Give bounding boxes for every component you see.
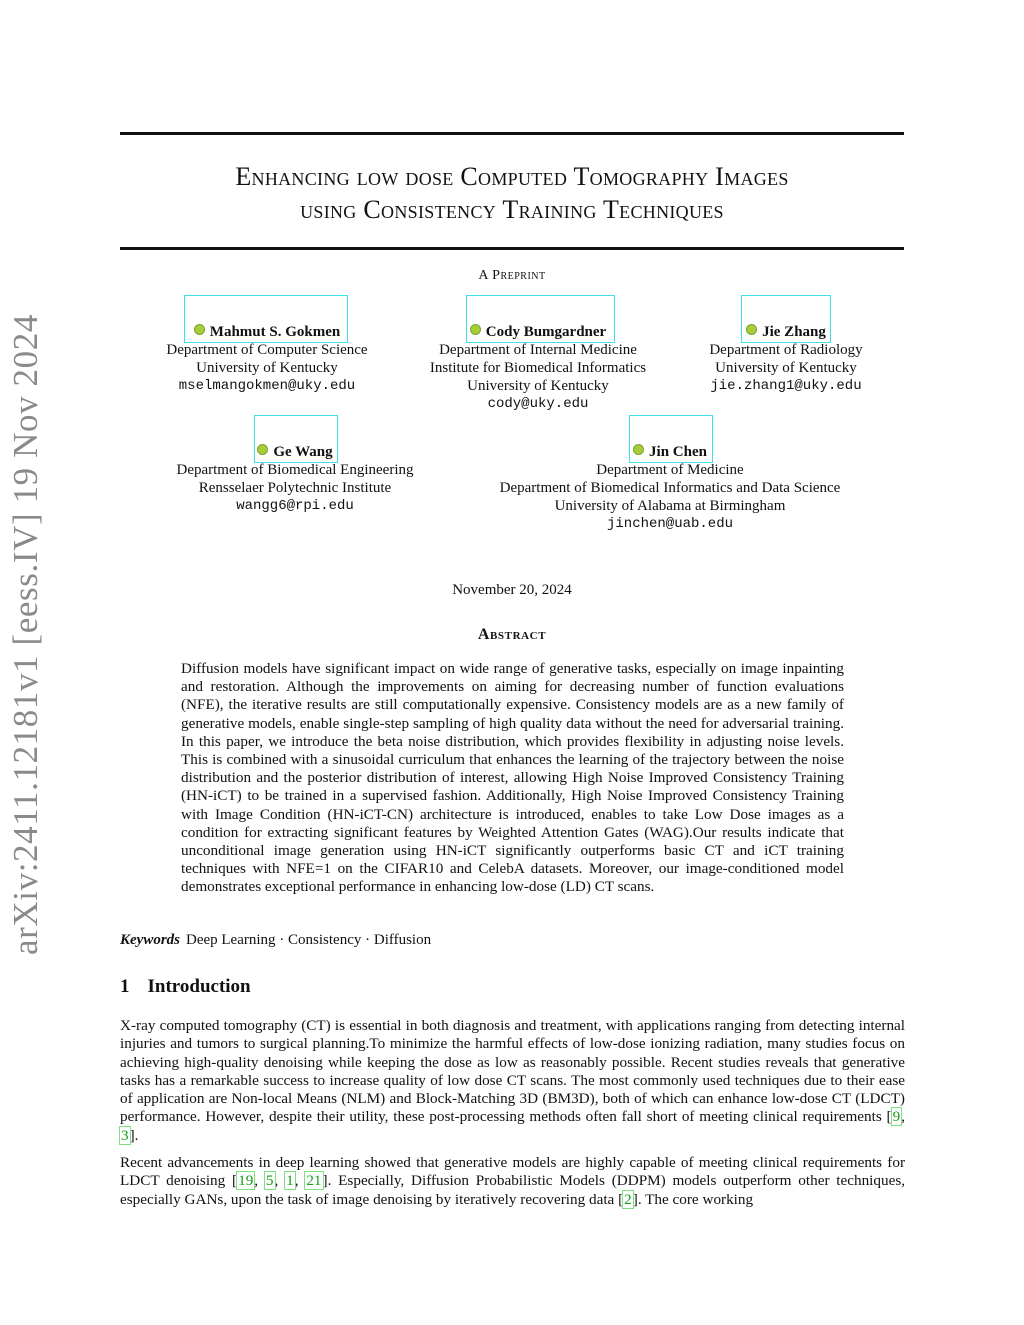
author-email[interactable]: wangg6@rpi.edu xyxy=(236,498,354,514)
intro-paragraph-1: X-ray computed tomography (CT) is essential in both diagnosis and treatment, with applications ranging from detecting internal injuries and tumors to surgical planning.To minimize the harmful effects of low-dose ionizing radiation, many studies focus on achieving high-quality denoising while keeping the dose as low as reasonably possible. Recent studies reveals that generative tasks has a remarkable success to increase quality of low dose CT scans. The most commonly used techniques due to their ease of application are Non-local Means (NLM) and Block-Matching 3D (BM3D), both of which can enhance low-dose CT (LDCT) performance. However, despite their utility, these post-processing methods often fall short of meeting clinical requirements [9, 3]. xyxy=(120,1017,905,1144)
orcid-icon[interactable] xyxy=(633,444,644,455)
orcid-icon[interactable] xyxy=(470,324,481,335)
author-name: Mahmut S. Gokmen xyxy=(209,324,341,340)
section-title: Introduction xyxy=(147,976,251,997)
author-affiliation: University of Kentucky xyxy=(196,360,338,376)
paragraph-text: Recent advancements in deep learning showed that generative models are highly capable of meeting clinical requirements for LDCT denoising xyxy=(120,1154,905,1190)
title-bottom-rule xyxy=(120,247,904,250)
citation-link[interactable]: 5 xyxy=(265,1172,274,1190)
author-affiliation: Department of Radiology xyxy=(709,342,863,358)
author-affiliation: Institute for Biomedical Informatics xyxy=(429,360,647,376)
author-email[interactable]: jinchen@uab.edu xyxy=(606,516,734,532)
author-block-gokmen xyxy=(122,323,412,395)
author-affiliation: Department of Computer Science xyxy=(166,342,368,358)
author-email[interactable]: mselmangokmen@uky.edu xyxy=(178,378,356,394)
author-affiliation: Department of Biomedical Informatics and Data Science xyxy=(499,480,841,496)
author-affiliation: Department of Biomedical Engineering xyxy=(176,462,414,478)
author-affiliation: Department of Internal Medicine xyxy=(439,342,637,358)
orcid-icon[interactable] xyxy=(746,324,757,335)
arxiv-sidebar-id[interactable]: arXiv:2411.12181v1 [eess.IV] 19 Nov 2024 xyxy=(6,314,45,955)
abstract-text: Diffusion models have significant impact on wide range of generative tasks, especially on image inpainting and restoration. Although the improvements on aiming for decreasing number of function evaluations (NFE), the iterative results are still computationally expensive. Consistency models are as a new family of generative models, enable single-step sampling of high quality data without the need for adversarial training. In this paper, we introduce the beta noise distribution, which provides flexibility in adjusting noise levels. This is combined with a sinusoidal curriculum that enhances the learning of the trajectory between the noise distribution and the posterior distribution of interest, allowing High Noise Improved Consistency Training (HN-iCT) to be trained in a supervised fashion. Additionally, High Noise Improved Consistency Training with Image Condition (HN-iCT-CN) architecture is introduced, enables to take Low Dose images as a condition for extracting significant features by Weighted Attention Gates (WAG).Our results indicate that unconditional image generation using HN-iCT significantly outperforms basic CT and iCT training techniques with NFE=1 on the CIFAR10 and CelebA datasets. Moreover, our image-conditioned model demonstrates exceptional performance in enhancing low-dose (LD) CT scans. xyxy=(181,660,844,896)
abstract-heading: Abstract xyxy=(477,626,547,643)
author-email[interactable]: cody@uky.edu xyxy=(487,396,589,412)
author-affiliation: University of Kentucky xyxy=(715,360,857,376)
author-name: Jin Chen xyxy=(649,444,707,460)
author-affiliation: Department of Medicine xyxy=(596,462,744,478)
author-affiliation: University of Kentucky xyxy=(467,378,609,394)
keywords-label: Keywords xyxy=(120,932,180,948)
paragraph-text: . The core working xyxy=(637,1190,754,1208)
title-top-rule xyxy=(120,132,904,135)
citation-link[interactable]: 9 xyxy=(892,1108,901,1126)
publication-date: November 20, 2024 xyxy=(452,582,572,598)
keywords-list: Deep Learning · Consistency · Diffusion xyxy=(186,932,432,948)
author-email[interactable]: jie.zhang1@uky.edu xyxy=(710,378,862,394)
title-line-1: Enhancing low dose Computed Tomography Images xyxy=(235,162,789,191)
author-name: Cody Bumgardner xyxy=(485,324,607,340)
title-line-2: using Consistency Training Techniques xyxy=(300,195,724,224)
citation-link[interactable]: 1 xyxy=(286,1172,294,1190)
paper-title xyxy=(120,160,904,226)
orcid-icon[interactable] xyxy=(257,444,268,455)
section-heading-introduction xyxy=(120,976,251,998)
author-block-bumgardner xyxy=(398,323,678,413)
author-name: Ge Wang xyxy=(273,444,333,460)
preprint-label: A Preprint xyxy=(478,268,546,283)
author-block-zhang xyxy=(686,323,886,395)
orcid-icon[interactable] xyxy=(194,324,205,335)
intro-paragraph-2: Recent advancements in deep learning showed that generative models are highly capable of meeting clinical requirements for LDCT denoising [19, 5, 1, 21]. Especially, Diffusion Probabilistic Models (DDPM) models outperform other techniques, especially GANs, upon the task of image denoising by iteratively recovering data [2]. The core working xyxy=(120,1154,906,1208)
keywords-line xyxy=(120,932,431,949)
paragraph-text: . Especially, Diffusion Probabilistic Models (DDPM) models outperform other techniques, especially GANs, upon the task of image denoising by iteratively recovering data xyxy=(120,1172,906,1208)
paragraph-text: X-ray computed tomography (CT) is essential in both diagnosis and treatment, with applications ranging from detecting internal injuries and tumors to surgical planning.To minimize the harmful effects of low-dose ionizing radiation, many studies focus on achieving high-quality denoising while keeping the dose as low as reasonably possible. Recent studies reveals that generative tasks has a remarkable success to increase quality of low dose CT scans. The most commonly used techniques due to their ease of application are Non-local Means (NLM) and Block-Matching 3D (BM3D), both of which can enhance low-dose CT (LDCT) performance. However, despite their utility, these post-processing methods often fall short of meeting clinical requirements xyxy=(120,1017,905,1126)
citation-link[interactable]: 21 xyxy=(306,1172,322,1190)
citation-link[interactable]: 19 xyxy=(238,1172,254,1190)
author-name: Jie Zhang xyxy=(762,324,826,340)
citation-link[interactable]: 2 xyxy=(624,1190,632,1208)
author-block-chen xyxy=(470,443,870,533)
author-affiliation: University of Alabama at Birmingham xyxy=(554,498,786,514)
author-block-wang xyxy=(150,443,440,515)
author-affiliation: Rensselaer Polytechnic Institute xyxy=(198,480,392,496)
section-number: 1 xyxy=(120,976,130,997)
citation-link[interactable]: 3 xyxy=(121,1126,129,1144)
